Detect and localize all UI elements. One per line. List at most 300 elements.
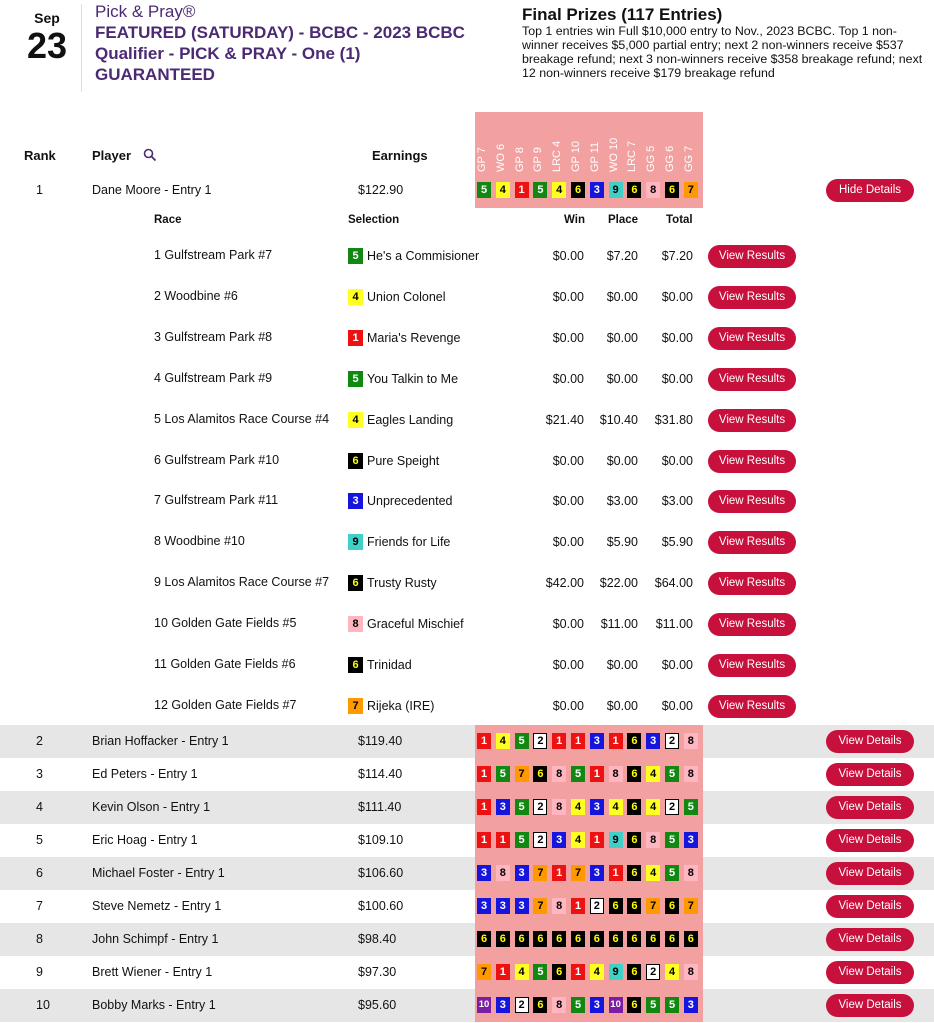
picks-strip [475,758,703,791]
view-details-button[interactable]: View Details [826,961,914,984]
place-column-header: Place [608,214,639,226]
hide-details-button[interactable]: Hide Details [826,179,914,202]
earnings-value: $95.60 [358,998,397,1012]
place-value: $0.00 [606,330,638,345]
place-value: $22.00 [599,576,638,591]
saddle-cloth-chip: 8 [646,182,660,198]
saddle-cloth-chip: 7 [533,898,547,914]
prizes-heading: Final Prizes (117 Entries) [522,5,723,24]
race-name: 2 Woodbine #6 [154,288,238,303]
saddle-cloth-chip: 4 [552,182,566,198]
saddle-cloth-chip: 9 [609,182,623,198]
picks-strip [475,923,703,956]
table-row [0,989,934,1022]
view-results-button[interactable]: View Results [708,613,796,636]
saddle-cloth-chip: 1 [348,330,363,346]
player-name: Bobby Marks - Entry 1 [92,998,216,1012]
saddle-cloth-chip: 1 [477,799,491,815]
saddle-cloth-chip: 6 [627,733,641,749]
saddle-cloth-chip: 8 [684,733,698,749]
saddle-cloth-chip: 7 [684,182,698,198]
saddle-cloth-chip: 1 [515,182,529,198]
saddle-cloth-chip: 3 [477,865,491,881]
detail-row [0,604,934,645]
saddle-cloth-chip: 1 [571,733,585,749]
saddle-cloth-chip: 6 [515,931,529,947]
saddle-cloth-chip: 1 [477,733,491,749]
view-details-button[interactable]: View Details [826,895,914,918]
saddle-cloth-chip: 6 [533,766,547,782]
saddle-cloth-chip: 7 [571,865,585,881]
saddle-cloth-chip: 1 [496,832,510,848]
saddle-cloth-chip: 5 [665,832,679,848]
saddle-cloth-chip: 6 [533,931,547,947]
rank-value: 3 [36,767,43,781]
total-value: $3.00 [661,494,693,509]
total-value: $0.00 [661,453,693,468]
prizes-block [522,6,927,80]
race-code-text: LRC 4 [551,140,564,172]
win-value: $0.00 [552,289,584,304]
race-column-header: Race [154,214,182,226]
view-results-button[interactable]: View Results [708,286,796,309]
saddle-cloth-chip: 6 [496,931,510,947]
player-name: Steve Nemetz - Entry 1 [92,899,222,913]
picks-strip [475,989,703,1022]
saddle-cloth-chip: 4 [590,964,604,980]
race-code-label [571,112,583,172]
saddle-cloth-chip: 1 [477,832,491,848]
saddle-cloth-chip: 7 [646,898,660,914]
view-results-button[interactable]: View Results [708,490,796,513]
saddle-cloth-chip: 6 [609,898,623,914]
rank-column-header: Rank [24,148,56,163]
win-value: $0.00 [552,371,584,386]
view-results-button[interactable]: View Results [708,450,796,473]
win-value: $0.00 [552,494,584,509]
table-row [0,758,934,791]
horse-name: Rijeka (IRE) [367,698,435,713]
saddle-cloth-chip: 2 [533,832,547,848]
saddle-cloth-chip: 6 [627,931,641,947]
player-name: Eric Hoag - Entry 1 [92,833,198,847]
race-name: 11 Golden Gate Fields #6 [154,657,296,671]
saddle-cloth-chip: 10 [609,997,623,1013]
event-month: Sep [34,10,60,26]
win-value: $0.00 [552,453,584,468]
total-value: $0.00 [661,698,693,713]
race-code-text: WO 10 [607,137,620,172]
win-value: $0.00 [552,249,584,263]
saddle-cloth-chip: 3 [590,733,604,749]
detail-row [0,236,934,277]
saddle-cloth-chip: 5 [533,964,547,980]
race-code-text: GP 9 [532,147,545,172]
earnings-value: $97.30 [358,965,397,979]
saddle-cloth-chip: 7 [348,698,363,714]
saddle-cloth-chip: 4 [496,733,510,749]
saddle-cloth-chip: 7 [684,898,698,914]
saddle-cloth-chip: 5 [665,766,679,782]
saddle-cloth-chip: 6 [627,964,641,980]
total-value: $0.00 [661,289,693,304]
race-name: 8 Woodbine #10 [154,534,245,549]
win-value: $0.00 [552,698,584,713]
race-code-label [496,112,508,172]
place-value: $0.00 [606,698,638,713]
event-title: FEATURED (SATURDAY) - BCBC - 2023 BCBC Qualifier - PICK & PRAY - One (1) GUARANTEED [95,23,465,84]
win-value: $42.00 [545,576,584,591]
total-column-header: Total [666,214,693,226]
saddle-cloth-chip: 3 [590,865,604,881]
saddle-cloth-chip: 3 [496,898,510,914]
win-value: $0.00 [552,617,584,632]
player-column-header: Player [92,148,132,163]
saddle-cloth-chip: 3 [646,733,660,749]
saddle-cloth-chip: 2 [533,799,547,815]
saddle-cloth-chip: 1 [552,865,566,881]
table-row [0,725,934,758]
saddle-cloth-chip: 3 [515,865,529,881]
saddle-cloth-chip: 6 [571,182,585,198]
win-value: $21.40 [545,412,584,427]
detail-row [0,645,934,686]
saddle-cloth-chip: 8 [646,832,660,848]
saddle-cloth-chip: 1 [571,898,585,914]
picks-strip [475,890,703,923]
saddle-cloth-chip: 4 [646,799,660,815]
view-results-button[interactable]: View Results [708,572,796,595]
saddle-cloth-chip: 7 [477,964,491,980]
saddle-cloth-chip: 8 [684,766,698,782]
page-header [0,0,934,100]
saddle-cloth-chip: 6 [627,865,641,881]
race-code-text: GG 6 [664,145,676,172]
earnings-value: $98.40 [358,932,397,946]
saddle-cloth-chip: 8 [552,997,566,1013]
saddle-cloth-chip: 4 [348,289,363,305]
place-value: $7.20 [606,249,638,263]
view-results-button[interactable]: View Results [708,368,796,391]
saddle-cloth-chip: 4 [609,799,623,815]
saddle-cloth-chip: 4 [646,865,660,881]
picks-strip [475,791,703,824]
rank-value: 8 [36,932,43,946]
view-results-button[interactable]: View Results [708,245,796,268]
horse-name: Eagles Landing [367,412,454,427]
horse-name: Friends for Life [367,535,451,550]
search-icon[interactable] [143,148,157,162]
saddle-cloth-chip: 5 [348,371,363,387]
view-results-button[interactable]: View Results [708,531,796,554]
race-code-text: GP 7 [476,147,488,172]
saddle-cloth-chip: 3 [590,799,604,815]
saddle-cloth-chip: 1 [477,766,491,782]
saddle-cloth-chip: 8 [496,865,510,881]
earnings-value: $111.40 [358,800,402,814]
saddle-cloth-chip: 4 [348,412,363,428]
race-name: 7 Gulfstream Park #11 [154,493,279,508]
saddle-cloth-chip: 9 [609,964,623,980]
place-value: $0.00 [606,453,638,468]
total-value: $31.80 [654,412,693,427]
race-code-text: GP 11 [588,141,601,172]
saddle-cloth-chip: 1 [496,964,510,980]
place-value: $0.00 [606,289,638,304]
saddle-cloth-chip: 2 [665,799,679,815]
player-name: Ed Peters - Entry 1 [92,767,198,781]
rank-value: 7 [36,899,43,913]
table-row [0,824,934,857]
saddle-cloth-chip: 3 [684,832,698,848]
saddle-cloth-chip: 5 [665,865,679,881]
total-value: $64.00 [654,576,693,591]
saddle-cloth-chip: 8 [552,766,566,782]
table-row [0,890,934,923]
race-code-text: GP 10 [570,141,582,172]
saddle-cloth-chip: 1 [609,865,623,881]
race-code-label [515,112,527,172]
saddle-cloth-chip: 5 [533,182,547,198]
selection-column-header: Selection [348,214,400,226]
horse-name: Union Colonel [367,289,446,304]
race-code-label [609,112,621,172]
race-code-text: WO 6 [494,143,507,172]
horse-name: Unprecedented [367,494,453,509]
saddle-cloth-chip: 7 [515,766,529,782]
picks-strip [475,857,703,890]
saddle-cloth-chip: 6 [552,964,566,980]
detail-row [0,359,934,400]
race-code-label [477,112,489,172]
saddle-cloth-chip: 8 [609,766,623,782]
saddle-cloth-chip: 6 [684,931,698,947]
saddle-cloth-chip: 4 [646,766,660,782]
race-code-label [627,112,639,172]
saddle-cloth-chip: 4 [571,799,585,815]
saddle-cloth-chip: 8 [348,616,363,632]
rank-value: 2 [36,734,43,748]
saddle-cloth-chip: 5 [571,766,585,782]
race-code-text: GP 8 [513,147,526,172]
race-name: 3 Gulfstream Park #8 [154,329,273,344]
earnings-value: $100.60 [358,899,404,913]
player-name: Brett Wiener - Entry 1 [92,965,213,979]
race-code-text: GG 7 [682,145,695,172]
race-name: 1 Gulfstream Park #7 [154,248,273,262]
saddle-cloth-chip: 4 [665,964,679,980]
race-name: 9 Los Alamitos Race Course #7 [154,575,330,590]
saddle-cloth-chip: 6 [627,832,641,848]
saddle-cloth-chip: 5 [477,182,491,198]
earnings-value: $119.40 [358,734,403,748]
horse-name: Maria's Revenge [367,330,461,345]
saddle-cloth-chip: 3 [552,832,566,848]
saddle-cloth-chip: 6 [609,931,623,947]
saddle-cloth-chip: 3 [348,493,363,509]
picks-strip [475,174,703,207]
horse-name: You Talkin to Me [367,371,459,386]
horse-name: Graceful Mischief [367,617,464,632]
race-name: 12 Golden Gate Fields #7 [154,697,297,712]
saddle-cloth-chip: 5 [571,997,585,1013]
horse-name: Trusty Rusty [367,576,437,591]
event-day: 23 [26,25,68,66]
rank-value: 6 [36,866,43,880]
player-name: Michael Foster - Entry 1 [92,866,225,880]
saddle-cloth-chip: 5 [684,799,698,815]
view-details-button[interactable]: View Details [826,829,914,852]
saddle-cloth-chip: 9 [609,832,623,848]
saddle-cloth-chip: 8 [552,799,566,815]
saddle-cloth-chip: 2 [665,733,679,749]
place-value: $0.00 [606,658,638,672]
view-results-button[interactable]: View Results [708,327,796,350]
total-value: $7.20 [661,249,693,263]
prizes-text: Top 1 entries win Full $10,000 entry to Nov., 2023 BCBC. Top 1 non-winner receives $5,000 partial entry; next 2 non-winners receive $537 breakage refund; next 3 non-winners receive $358 breakage refund; next 12 non-winners receive $179 breakage refund [522,24,923,80]
table-row [0,923,934,956]
saddle-cloth-chip: 4 [571,832,585,848]
detail-row [0,522,934,563]
saddle-cloth-chip: 9 [348,534,363,550]
view-details-button[interactable]: View Details [826,763,914,786]
total-value: $0.00 [661,371,693,386]
view-details-button[interactable]: View Details [826,994,914,1017]
race-code-label [552,112,564,172]
race-name: 4 Gulfstream Park #9 [154,370,273,385]
saddle-cloth-chip: 6 [627,898,641,914]
saddle-cloth-chip: 3 [590,997,604,1013]
race-name: 10 Golden Gate Fields #5 [154,616,297,631]
view-details-button[interactable]: View Details [826,862,914,885]
horse-name: Pure Speight [367,453,440,468]
saddle-cloth-chip: 5 [496,766,510,782]
total-value: $0.00 [661,658,693,672]
saddle-cloth-chip: 6 [627,182,641,198]
detail-row [0,277,934,318]
saddle-cloth-chip: 5 [646,997,660,1013]
saddle-cloth-chip: 3 [496,997,510,1013]
saddle-cloth-chip: 2 [646,964,660,980]
race-code-label [684,112,696,172]
total-value: $0.00 [661,330,693,345]
horse-name: He's a Commisioner [367,249,480,263]
divider [81,4,82,92]
race-code-text: GG 5 [645,145,658,172]
view-details-button[interactable]: View Details [826,796,914,819]
view-results-button[interactable]: View Results [708,654,796,677]
saddle-cloth-chip: 6 [533,997,547,1013]
table-row [0,956,934,989]
detail-row [0,441,934,482]
total-value: $11.00 [655,617,693,632]
saddle-cloth-chip: 1 [590,766,604,782]
saddle-cloth-chip: 10 [477,997,491,1013]
view-results-button[interactable]: View Results [708,409,796,432]
earnings-column-header: Earnings [372,148,428,163]
rank-value: 5 [36,833,43,847]
table-row [0,174,934,207]
rank-value: 1 [36,183,43,197]
place-value: $10.40 [599,412,638,427]
saddle-cloth-chip: 6 [665,898,679,914]
saddle-cloth-chip: 7 [533,865,547,881]
saddle-cloth-chip: 6 [348,657,363,673]
place-value: $3.00 [606,494,638,509]
saddle-cloth-chip: 2 [533,733,547,749]
saddle-cloth-chip: 6 [477,931,491,947]
rank-value: 9 [36,965,43,979]
detail-row [0,400,934,441]
saddle-cloth-chip: 6 [627,997,641,1013]
race-name: 5 Los Alamitos Race Course #4 [154,411,330,426]
place-value: $5.90 [606,535,638,550]
detail-row [0,481,934,522]
saddle-cloth-chip: 4 [496,182,510,198]
earnings-value: $122.90 [358,183,404,197]
saddle-cloth-chip: 5 [515,799,529,815]
saddle-cloth-chip: 4 [515,964,529,980]
player-name: Kevin Olson - Entry 1 [92,800,211,814]
player-name: Dane Moore - Entry 1 [92,183,212,197]
race-code-label [646,112,658,172]
rank-value: 10 [36,998,50,1012]
rank-value: 4 [36,800,43,814]
saddle-cloth-chip: 6 [590,931,604,947]
detail-row [0,563,934,604]
view-results-button[interactable]: View Results [708,695,796,718]
saddle-cloth-chip: 6 [627,799,641,815]
saddle-cloth-chip: 3 [515,898,529,914]
saddle-cloth-chip: 6 [348,575,363,591]
place-value: $11.00 [600,617,638,632]
picks-strip [475,824,703,857]
horse-name: Trinidad [367,658,412,672]
saddle-cloth-chip: 6 [665,931,679,947]
saddle-cloth-chip: 6 [571,931,585,947]
view-details-button[interactable]: View Details [826,730,914,753]
saddle-cloth-chip: 1 [571,964,585,980]
saddle-cloth-chip: 3 [590,182,604,198]
total-value: $5.90 [661,535,693,550]
saddle-cloth-chip: 6 [552,931,566,947]
player-name: John Schimpf - Entry 1 [92,932,219,946]
race-codes-header [475,112,703,174]
race-code-label [533,112,545,172]
saddle-cloth-chip: 5 [515,733,529,749]
detail-row [0,318,934,359]
saddle-cloth-chip: 2 [590,898,604,914]
saddle-cloth-chip: 5 [348,248,363,264]
event-title-block [95,2,475,85]
table-row [0,857,934,890]
saddle-cloth-chip: 8 [684,964,698,980]
saddle-cloth-chip: 2 [515,997,529,1013]
saddle-cloth-chip: 1 [552,733,566,749]
saddle-cloth-chip: 3 [684,997,698,1013]
win-value: $0.00 [552,658,584,672]
place-value: $0.00 [606,371,638,386]
win-column-header: Win [564,214,585,226]
win-value: $0.00 [552,535,584,550]
race-code-label [665,112,677,172]
view-details-button[interactable]: View Details [826,928,914,951]
saddle-cloth-chip: 3 [477,898,491,914]
race-code-text: LRC 7 [626,140,639,172]
saddle-cloth-chip: 6 [646,931,660,947]
earnings-value: $106.60 [358,866,404,880]
picks-strip [475,725,703,758]
